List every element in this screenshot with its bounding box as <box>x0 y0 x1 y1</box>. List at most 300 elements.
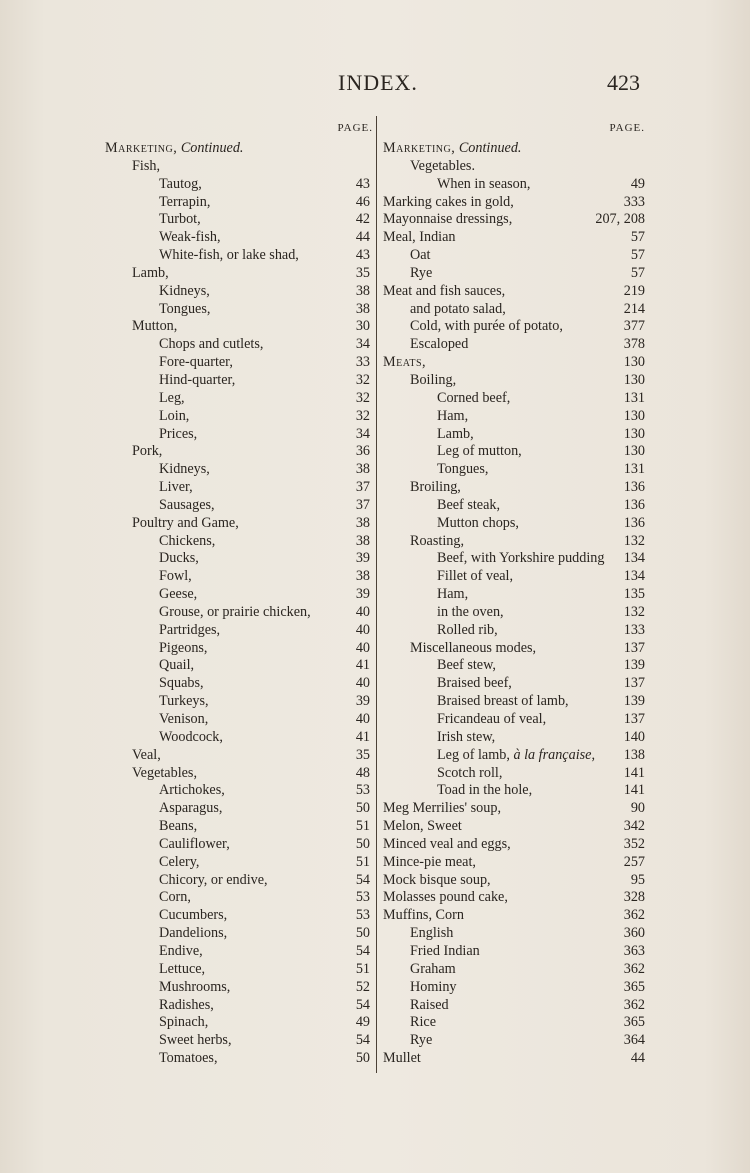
entry-label-text: Mutton chops, <box>437 514 519 531</box>
entry-label <box>383 586 624 604</box>
entry-label <box>383 622 624 640</box>
index-entry <box>383 301 645 319</box>
entry-label <box>383 640 624 658</box>
index-entry <box>383 140 645 158</box>
entry-label <box>383 211 595 229</box>
entry-page-number: 377 <box>623 318 645 335</box>
entry-label <box>383 461 624 479</box>
entry-page-number: 49 <box>630 175 645 192</box>
index-entry <box>105 925 373 943</box>
entry-label-text: Mock bisque soup, <box>383 871 491 888</box>
entry-page-number: 46 <box>355 193 370 210</box>
entry-label <box>383 568 624 586</box>
entry-page-number: 54 <box>355 1032 370 1049</box>
index-entry <box>105 640 373 658</box>
entry-label-text: Meg Merrilies' soup, <box>383 800 502 817</box>
entry-label-text: Toad in the hole, <box>437 782 533 799</box>
index-entry <box>383 497 645 515</box>
entry-label-text: Tongues, <box>159 300 211 317</box>
entry-label-italic: Continued. <box>458 140 522 156</box>
entry-label <box>105 443 350 461</box>
index-entry <box>105 533 373 551</box>
index-entry <box>105 979 373 997</box>
entry-label <box>105 568 350 586</box>
entry-label <box>105 461 350 479</box>
entry-label <box>383 479 624 497</box>
index-entry <box>383 176 645 194</box>
entry-label-text: Cold, with purée of potato, <box>410 318 563 335</box>
entry-label-text: White-fish, or lake shad, <box>159 247 299 264</box>
entry-page-number: 51 <box>355 853 370 870</box>
entry-label-text: Raised <box>410 996 449 1013</box>
entry-page-number: 44 <box>630 1050 645 1067</box>
entry-page-number: 35 <box>355 746 370 763</box>
entry-page-number: 38 <box>355 461 370 478</box>
entry-page-number: 52 <box>355 978 370 995</box>
entry-page-number: 139 <box>623 693 645 710</box>
entry-page-number: 51 <box>355 960 370 977</box>
index-entry <box>383 1014 645 1032</box>
entry-label <box>105 426 350 444</box>
entry-label-text: Beef, with Yorkshire pudding <box>437 550 605 567</box>
entry-page-number: 34 <box>355 336 370 353</box>
entry-label <box>383 818 624 836</box>
entry-page-number: 40 <box>355 603 370 620</box>
entry-label-text: Muffins, Corn <box>383 907 464 924</box>
entry-label <box>105 354 350 372</box>
entry-label-text: Turbot, <box>159 211 201 228</box>
entry-page-number: 54 <box>355 871 370 888</box>
index-entry <box>383 372 645 390</box>
page-header <box>0 70 750 100</box>
index-entry <box>105 711 373 729</box>
entry-label <box>383 675 624 693</box>
index-entry <box>105 765 373 783</box>
index-entry <box>383 336 645 354</box>
entry-label-text: Meal, Indian <box>383 229 456 246</box>
entry-label-text: Meats, <box>383 354 427 371</box>
entry-label <box>383 854 624 872</box>
entry-label-text: Hominy <box>410 978 457 995</box>
entry-page-number: 131 <box>623 461 645 478</box>
entry-page-number: 40 <box>355 621 370 638</box>
entry-label-text: Marketing, <box>105 140 178 156</box>
entry-page-number: 214 <box>623 300 645 317</box>
entry-label-text: Liver, <box>159 479 193 496</box>
entry-label-text: Pork, <box>132 443 163 460</box>
index-column-right <box>383 116 645 1068</box>
entry-label-text: Endive, <box>159 942 203 959</box>
index-entry <box>383 354 645 372</box>
entry-page-number: 342 <box>623 818 645 835</box>
entry-page-number: 54 <box>355 942 370 959</box>
index-entry <box>383 872 645 890</box>
entry-label <box>105 176 350 194</box>
entry-page-number: 133 <box>623 621 645 638</box>
entry-label-text: Asparagus, <box>159 800 223 817</box>
entry-label <box>383 1014 624 1032</box>
entry-label-text: Artichokes, <box>159 782 225 799</box>
entry-label-text: Celery, <box>159 853 200 870</box>
entry-label-text: Fowl, <box>159 568 192 585</box>
index-entry <box>105 836 373 854</box>
index-entry <box>383 461 645 479</box>
entry-page-number: 135 <box>623 586 645 603</box>
entry-page-number: 38 <box>355 568 370 585</box>
entry-label-text: Graham <box>410 960 456 977</box>
entry-label <box>105 889 350 907</box>
entry-label-text: Fillet of veal, <box>437 568 514 585</box>
entry-page-number: 40 <box>355 711 370 727</box>
entry-page-number: 328 <box>623 889 645 906</box>
entry-label-text: in the oven, <box>437 603 504 620</box>
entry-label-text: Squabs, <box>159 675 204 692</box>
entry-page-number: 136 <box>623 514 645 531</box>
index-entry <box>105 747 373 765</box>
entry-label-text: Kidneys, <box>159 461 210 478</box>
index-entry <box>105 515 373 533</box>
entry-label <box>383 1032 624 1050</box>
entry-page-number: 132 <box>623 603 645 620</box>
entry-page-number: 362 <box>623 996 645 1013</box>
index-entry <box>383 747 645 765</box>
entry-label <box>383 533 624 551</box>
entry-label <box>383 604 624 622</box>
entry-page-number: 39 <box>355 586 370 603</box>
entry-label <box>383 247 625 265</box>
entry-label <box>105 943 350 961</box>
entry-page-number: 38 <box>355 532 370 549</box>
entry-label-text: Veal, <box>132 746 161 763</box>
entry-label <box>383 782 624 800</box>
entry-label <box>105 997 350 1015</box>
entry-label-text: and potato salad, <box>410 300 506 317</box>
index-entry <box>383 533 645 551</box>
entry-label <box>105 211 350 229</box>
index-entry <box>383 943 645 961</box>
entry-page-number: 34 <box>355 425 370 442</box>
entry-label-text: Partridges, <box>159 621 221 638</box>
entry-label-text: Terrapin, <box>159 193 211 210</box>
entry-page-number: 333 <box>623 193 645 210</box>
index-entry <box>383 997 645 1015</box>
index-entry <box>383 907 645 925</box>
entry-page-number: 38 <box>355 282 370 299</box>
entry-page-number: 378 <box>623 336 645 353</box>
entry-label <box>105 194 350 212</box>
entry-label-text: Grouse, or prairie chicken, <box>159 603 311 620</box>
index-entry <box>383 515 645 533</box>
entry-label-text: Dandelions, <box>159 925 228 942</box>
index-entry <box>105 568 373 586</box>
entry-label-text: Fore-quarter, <box>159 354 233 371</box>
entry-page-number: 362 <box>623 960 645 977</box>
index-entry <box>105 800 373 818</box>
index-entry <box>383 836 645 854</box>
entry-page-number: 139 <box>623 657 645 674</box>
page-title: INDEX. <box>338 70 418 95</box>
index-entry <box>105 622 373 640</box>
entry-label <box>105 497 350 515</box>
entry-label-text: Chickens, <box>159 532 216 549</box>
entry-label <box>105 229 350 247</box>
entry-label-text: Prices, <box>159 425 198 442</box>
entry-page-number: 352 <box>623 835 645 852</box>
entry-label-text: Leg of mutton, <box>437 443 522 460</box>
entry-label-text: Tongues, <box>437 461 489 478</box>
entry-label-text: Kidneys, <box>159 282 210 299</box>
index-entry <box>105 675 373 693</box>
index-entry <box>383 782 645 800</box>
entry-page-number: 138 <box>623 746 645 763</box>
page-column-label: PAGE. <box>609 122 645 134</box>
index-entry <box>383 479 645 497</box>
entry-label <box>105 872 350 890</box>
entry-label <box>383 872 625 890</box>
entry-page-number: 130 <box>623 425 645 442</box>
index-entry <box>105 729 373 747</box>
entry-list <box>383 140 645 1068</box>
entry-label-text: Lamb, <box>437 425 474 442</box>
entry-page-number: 141 <box>623 782 645 799</box>
index-entry <box>383 390 645 408</box>
index-entry <box>383 265 645 283</box>
entry-label-text: Corn, <box>159 889 191 906</box>
entry-label <box>105 782 350 800</box>
entry-label <box>383 229 625 247</box>
entry-label-text: Cauliflower, <box>159 835 230 852</box>
index-entry <box>105 301 373 319</box>
entry-label <box>105 979 350 997</box>
entry-label <box>105 1032 350 1050</box>
entry-label <box>105 265 350 283</box>
entry-label-text: Poultry and Game, <box>132 514 239 531</box>
index-entry <box>383 1050 645 1068</box>
index-entry <box>383 194 645 212</box>
entry-page-number: 57 <box>630 264 645 281</box>
entry-label <box>105 907 350 925</box>
entry-page-number: 54 <box>355 996 370 1013</box>
entry-label <box>105 800 350 818</box>
entry-page-number: 137 <box>623 639 645 656</box>
entry-label-text: Braised beef, <box>437 675 512 692</box>
entry-page-number: 364 <box>623 1032 645 1049</box>
index-entry <box>383 158 645 176</box>
index-entry <box>105 443 373 461</box>
entry-label-text: Turkeys, <box>159 693 209 710</box>
entry-label <box>105 711 350 729</box>
entry-label-text: Weak-fish, <box>159 229 221 246</box>
entry-label <box>383 301 624 319</box>
index-entry <box>383 550 645 568</box>
index-entry <box>383 408 645 426</box>
entry-label-text: Quail, <box>159 657 195 674</box>
entry-label <box>105 836 350 854</box>
index-entry <box>105 229 373 247</box>
entry-label-text: Lettuce, <box>159 960 206 977</box>
entry-page-number: 39 <box>355 550 370 567</box>
entry-label <box>105 479 350 497</box>
entry-page-number: 50 <box>355 800 370 817</box>
entry-label <box>105 533 350 551</box>
index-entry <box>105 194 373 212</box>
entry-label <box>105 961 350 979</box>
entry-page-number: 33 <box>355 354 370 371</box>
entry-label-text: Cucumbers, <box>159 907 228 924</box>
entry-page-number: 141 <box>623 764 645 781</box>
entry-page-number: 49 <box>355 1014 370 1031</box>
entry-label <box>383 693 624 711</box>
index-entry <box>383 711 645 729</box>
entry-page-number: 207, 208 <box>595 211 645 228</box>
entry-page-number: 43 <box>355 247 370 264</box>
index-entry <box>105 158 373 176</box>
index-entry <box>105 604 373 622</box>
index-entry <box>383 961 645 979</box>
index-entry <box>105 693 373 711</box>
entry-page-number: 51 <box>355 818 370 835</box>
entry-page-number: 131 <box>623 389 645 406</box>
entry-page-number: 40 <box>355 675 370 692</box>
entry-label <box>383 889 624 907</box>
entry-label-text: Sweet herbs, <box>159 1032 232 1049</box>
entry-label <box>105 818 350 836</box>
entry-page-number: 53 <box>355 782 370 799</box>
index-entry <box>105 390 373 408</box>
index-entry <box>383 211 645 229</box>
entry-label-text: Marketing, <box>383 140 456 156</box>
entry-label <box>105 283 350 301</box>
entry-page-number: 360 <box>623 925 645 942</box>
entry-page-number: 30 <box>355 318 370 335</box>
entry-page-number: 137 <box>623 675 645 692</box>
entry-label-text: Radishes, <box>159 996 214 1013</box>
entry-label-text: Pigeons, <box>159 639 208 656</box>
entry-page-number: 38 <box>355 300 370 317</box>
index-entry <box>105 907 373 925</box>
index-entry <box>105 372 373 390</box>
entry-label-italic: à la française, <box>513 746 596 763</box>
entry-label <box>105 640 350 658</box>
index-entry <box>383 443 645 461</box>
entry-label-text: Meat and fish sauces, <box>383 282 506 299</box>
entry-page-number: 48 <box>355 764 370 781</box>
entry-page-number: 50 <box>355 925 370 942</box>
entry-label-text: Ham, <box>437 586 469 603</box>
index-entry <box>383 640 645 658</box>
entry-label-text: Mince-pie meat, <box>383 853 476 870</box>
entry-label <box>383 997 624 1015</box>
entry-label-text: Loin, <box>159 407 190 424</box>
index-entry <box>383 247 645 265</box>
entry-label <box>383 426 624 444</box>
page-number: 423 <box>607 70 640 95</box>
index-entry <box>105 497 373 515</box>
entry-label-text: Lamb, <box>132 264 169 281</box>
entry-label-text: Oat <box>410 247 431 264</box>
entry-label <box>105 318 350 336</box>
index-entry <box>383 318 645 336</box>
entry-list <box>105 140 373 1068</box>
entry-label <box>383 836 624 854</box>
entry-label-text: Beans, <box>159 818 198 835</box>
entry-label-text: Broiling, <box>410 479 461 496</box>
entry-label <box>105 408 350 426</box>
entry-label <box>105 765 350 783</box>
entry-label <box>105 301 350 319</box>
entry-label-text: Fried Indian <box>410 942 480 959</box>
entry-label <box>383 497 624 515</box>
entry-page-number: 32 <box>355 389 370 406</box>
entry-page-number: 57 <box>630 229 645 246</box>
entry-label-text: Boiling, <box>410 371 457 388</box>
entry-page-number: 53 <box>355 889 370 906</box>
entry-label-text: Mushrooms, <box>159 978 231 995</box>
index-entry <box>383 693 645 711</box>
entry-label <box>105 1050 350 1068</box>
entry-page-number: 134 <box>623 550 645 567</box>
entry-label-text: Ham, <box>437 407 469 424</box>
entry-label <box>383 1050 625 1068</box>
entry-label <box>383 747 624 765</box>
index-entry <box>383 568 645 586</box>
index-entry <box>105 818 373 836</box>
entry-label-text: Vegetables. <box>410 157 475 174</box>
entry-page-number: 37 <box>355 479 370 496</box>
index-entry <box>105 408 373 426</box>
entry-label <box>383 515 624 533</box>
index-entry <box>105 657 373 675</box>
index-entry <box>105 961 373 979</box>
entry-label <box>105 140 350 158</box>
index-entry <box>105 1014 373 1032</box>
entry-label <box>383 318 624 336</box>
index-entry <box>105 550 373 568</box>
index-entry <box>105 140 373 158</box>
entry-label-italic: Continued. <box>180 140 244 156</box>
index-entry <box>105 997 373 1015</box>
index-entry <box>383 979 645 997</box>
index-entry <box>105 265 373 283</box>
entry-page-number: 95 <box>630 871 645 888</box>
entry-page-number: 363 <box>623 942 645 959</box>
index-entry <box>105 782 373 800</box>
entry-page-number: 44 <box>355 229 370 246</box>
entry-label-text: Melon, Sweet <box>383 818 462 835</box>
entry-label <box>383 550 624 568</box>
entry-page-number: 40 <box>355 639 370 656</box>
index-entry <box>383 622 645 640</box>
entry-page-number: 130 <box>623 443 645 460</box>
index-entry <box>105 354 373 372</box>
entry-label-text: Escaloped <box>410 336 469 353</box>
entry-label <box>105 1014 350 1032</box>
entry-label-text: Minced veal and eggs, <box>383 835 511 852</box>
entry-label <box>383 390 624 408</box>
entry-label <box>383 925 624 943</box>
entry-label <box>105 336 350 354</box>
entry-label <box>383 729 624 747</box>
entry-page-number: 38 <box>355 514 370 531</box>
entry-page-number: 365 <box>623 1014 645 1031</box>
index-entry <box>105 318 373 336</box>
entry-page-number: 134 <box>623 568 645 585</box>
entry-label <box>105 729 350 747</box>
index-entry <box>383 604 645 622</box>
column-divider <box>376 116 377 1073</box>
index-entry <box>383 1032 645 1050</box>
entry-page-number: 32 <box>355 371 370 388</box>
